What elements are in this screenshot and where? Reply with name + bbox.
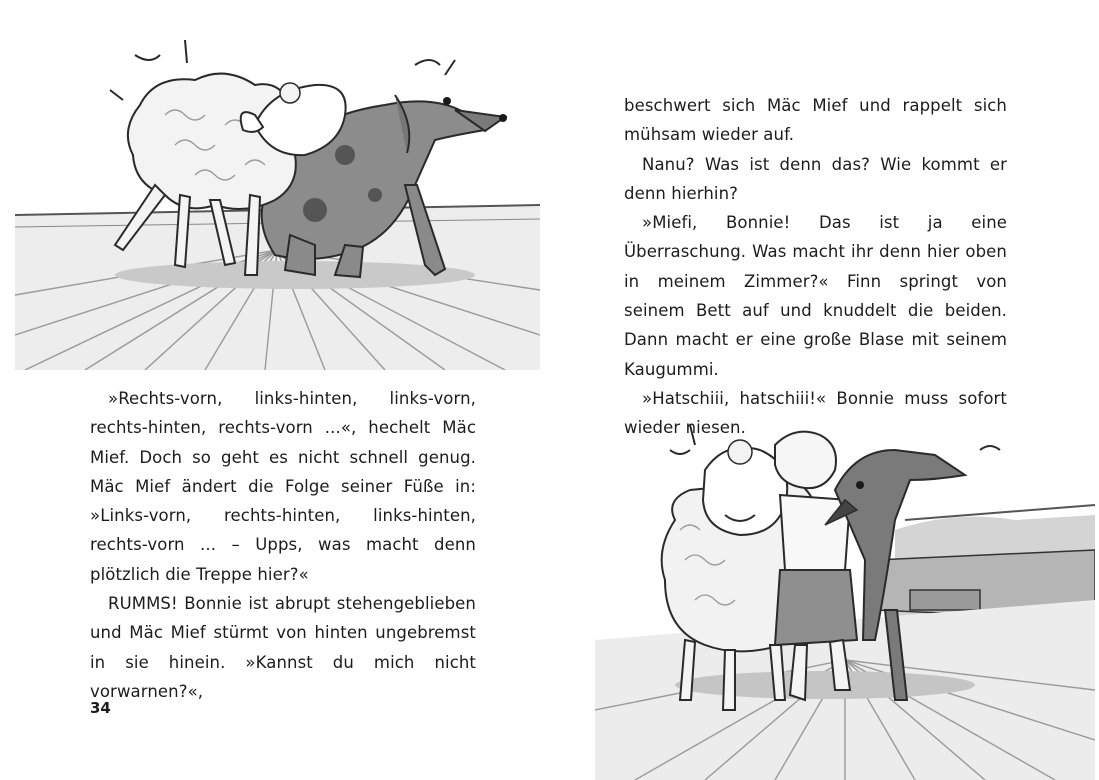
right-page	[550, 0, 1099, 780]
paragraph: Nanu? Was ist denn das? Wie kommt er denn hierhin?	[624, 154, 1007, 203]
left-page-text	[90, 384, 476, 706]
paragraph: RUMMS! Bonnie ist abrupt stehengeblieben und Mäc Mief stürmt von hinten ungebremst in sie hinein. »Kannst du mich nicht vorwarnen?«,	[90, 594, 476, 701]
paragraph: »Miefi, Bonnie! Das ist ja eine Überraschung. Was macht ihr denn hier oben in meinem Zimmer?« Finn springt von seinem Bett auf und knuddelt die beiden. Dann macht er eine große Blase mit seinem Kaugummi.	[624, 213, 1007, 379]
boy-hugging-sheep-and-dog-illustration	[595, 410, 1095, 780]
right-page-text	[624, 91, 1007, 443]
left-page	[0, 0, 549, 780]
paragraph: beschwert sich Mäc Mief und rappelt sich mühsam wieder auf.	[624, 96, 1007, 145]
sheep-and-dog-on-floorboards-illustration	[15, 35, 540, 370]
paragraph: »Rechts-vorn, links-hinten, links-vorn, rechts-hinten, rechts-vorn ...«, hechelt Mäc Mief. Doch so geht es nicht schnell genug. Mäc Mief ändert die Folge seiner Füße in: »Links-vorn, rechts-hinten, links-hinten, rechts-vorn ... – Upps, was macht denn plötzlich die Treppe hier?«	[90, 389, 476, 584]
paragraph: »Hatschiii, hatschiii!« Bonnie muss sofort wieder niesen.	[624, 388, 1007, 438]
page-number: 34	[90, 699, 111, 717]
